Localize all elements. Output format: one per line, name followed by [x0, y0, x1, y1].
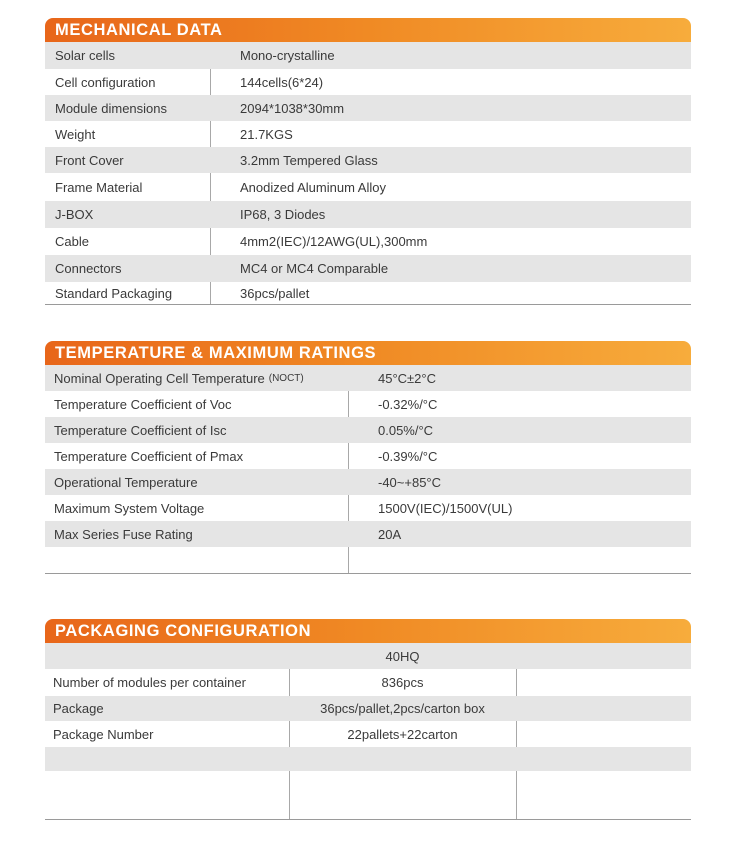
table-row-empty [45, 771, 691, 819]
noct-label-text: Nominal Operating Cell Temperature [54, 370, 265, 386]
row-label: Temperature Coefficient of Isc [54, 422, 227, 438]
row-label: Standard Packaging [55, 285, 173, 301]
row-label [54, 365, 304, 391]
row-label: Cell configuration [55, 74, 156, 90]
mechanical-data-table [45, 42, 691, 305]
table-row [45, 255, 691, 282]
table-row [45, 147, 691, 173]
packaging-configuration-header: PACKAGING CONFIGURATION [45, 619, 691, 643]
container-type-header: 40HQ [385, 648, 420, 664]
table-row [45, 201, 691, 228]
row-value: 4mm2(IEC)/12AWG(UL),300mm [240, 234, 428, 249]
row-label: Connectors [55, 261, 122, 276]
table-row [45, 282, 691, 304]
temperature-ratings-header: TEMPERATURE & MAXIMUM RATINGS [45, 341, 691, 365]
row-value: Anodized Aluminum Alloy [240, 179, 386, 195]
mechanical-data-section [45, 18, 691, 305]
row-label: Package Number [53, 726, 154, 742]
table-row-empty [45, 747, 691, 771]
row-value: 22pallets+22carton [347, 726, 458, 742]
table-row [45, 228, 691, 255]
row-value: 20A [378, 526, 402, 542]
table-row-empty [45, 547, 691, 573]
row-value: -0.32%/°C [378, 396, 438, 412]
table-row [45, 417, 691, 443]
row-label: Cable [55, 234, 89, 249]
table-row [45, 443, 691, 469]
row-value: 3.2mm Tempered Glass [240, 152, 378, 168]
row-label: Maximum System Voltage [54, 500, 205, 516]
row-value: -0.39%/°C [378, 448, 438, 464]
table-row [45, 469, 691, 495]
row-value: 21.7KGS [240, 126, 293, 142]
table-row [45, 42, 691, 69]
row-value: 1500V(IEC)/1500V(UL) [378, 500, 513, 516]
row-value: MC4 or MC4 Comparable [240, 261, 389, 276]
row-label: Module dimensions [55, 100, 168, 116]
table-row [45, 173, 691, 201]
table-row [45, 669, 691, 696]
packaging-configuration-section [45, 619, 691, 820]
row-value: 144cells(6*24) [240, 74, 324, 90]
row-label: Weight [55, 126, 96, 142]
row-value: IP68, 3 Diodes [240, 207, 326, 222]
table-row [45, 95, 691, 121]
table-row [45, 121, 691, 147]
row-value: 2094*1038*30mm [240, 100, 345, 116]
temperature-ratings-section [45, 341, 691, 574]
table-header-row [45, 643, 691, 669]
row-value: 36pcs/pallet [240, 285, 310, 301]
table-row [45, 521, 691, 547]
row-label: Temperature Coefficient of Voc [54, 396, 232, 412]
row-value: Mono-crystalline [240, 48, 335, 63]
row-value: -40~+85°C [378, 474, 442, 490]
row-label: Solar cells [55, 48, 115, 63]
table-row [45, 365, 691, 391]
row-label: Operational Temperature [54, 474, 198, 490]
row-label: Number of modules per container [53, 675, 246, 690]
table-row [45, 69, 691, 95]
row-value: 36pcs/pallet,2pcs/carton box [320, 701, 485, 716]
row-label: Frame Material [55, 179, 143, 195]
mechanical-data-header: MECHANICAL DATA [45, 18, 691, 42]
row-label: Temperature Coefficient of Pmax [54, 448, 244, 464]
row-label: Front Cover [55, 152, 124, 168]
row-value: 45°C±2°C [378, 370, 436, 386]
table-row [45, 696, 691, 721]
row-label: J-BOX [55, 207, 94, 222]
temperature-ratings-table [45, 365, 691, 574]
row-value: 0.05%/°C [378, 422, 434, 438]
row-value: 836pcs [381, 675, 424, 690]
table-row [45, 721, 691, 747]
table-row [45, 495, 691, 521]
row-label: Max Series Fuse Rating [54, 526, 193, 542]
row-label: Package [53, 701, 104, 716]
packaging-configuration-table [45, 643, 691, 820]
table-row [45, 391, 691, 417]
noct-note: (NOCT) [268, 372, 304, 384]
